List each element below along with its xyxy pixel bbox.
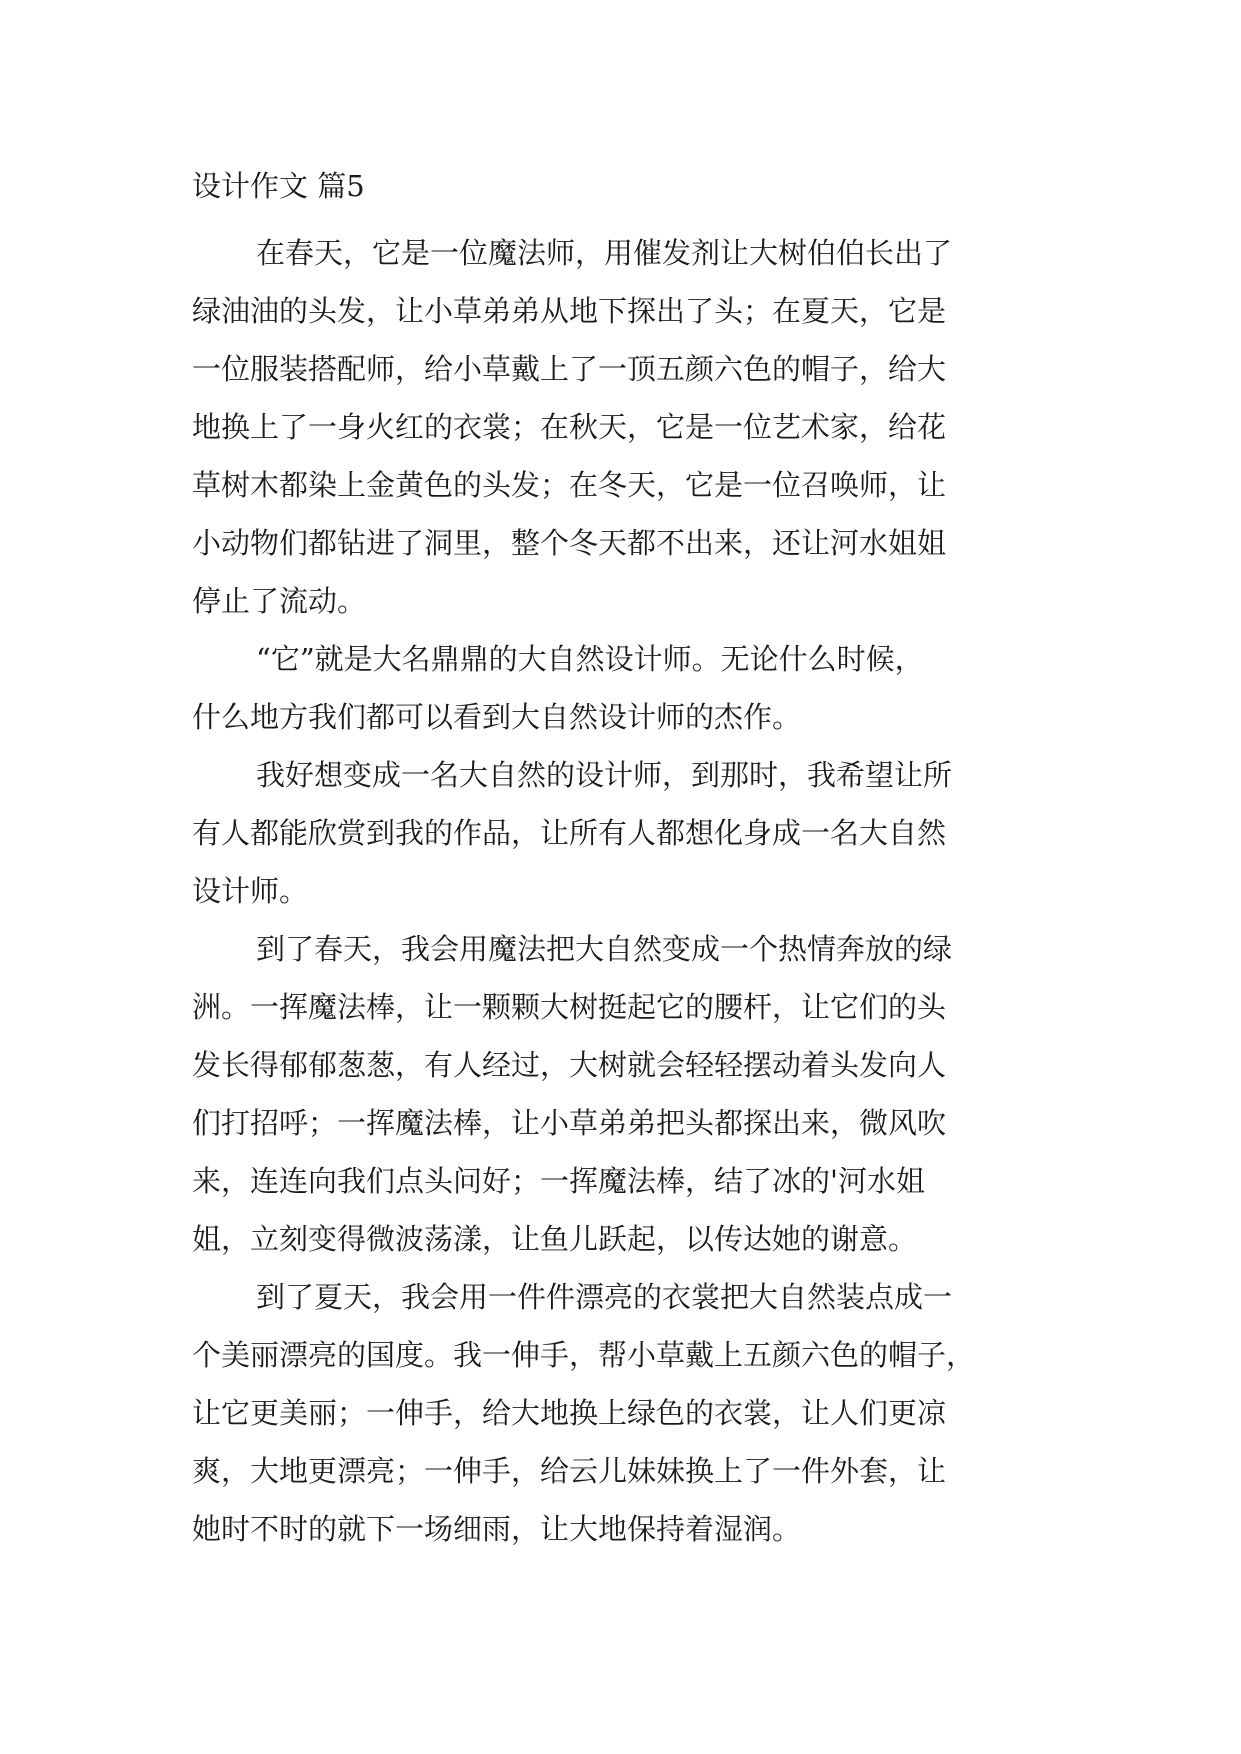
- text-line: 绿油油的头发，让小草弟弟从地下探出了头；在夏天，它是: [192, 294, 947, 328]
- text-line: 洲。一挥魔法棒，让一颗颗大树挺起它的腰杆，让它们的头: [192, 990, 947, 1024]
- text-line: 到了夏天，我会用一件件漂亮的衣裳把大自然装点成一: [256, 1280, 953, 1314]
- text-line: 姐，立刻变得微波荡漾，让鱼儿跃起，以传达她的谢意。: [192, 1222, 918, 1256]
- text-line: 个美丽漂亮的国度。我一伸手，帮小草戴上五颜六色的帽子，: [192, 1338, 976, 1372]
- paragraph: [192, 224, 1072, 630]
- document-body: [192, 166, 1072, 1558]
- text-line: “它”就是大名鼎鼎的大自然设计师。无论什么时候，: [256, 642, 924, 676]
- text-line: 一位服装搭配师，给小草戴上了一顶五颜六色的帽子，给大: [192, 352, 947, 386]
- paragraph: [192, 630, 1072, 746]
- text-line: 小动物们都钻进了洞里，整个冬天都不出来，还让河水姐姐: [192, 526, 947, 560]
- text-line: 草树木都染上金黄色的头发；在冬天，它是一位召唤师，让: [192, 468, 947, 502]
- text-line: 她时不时的就下一场细雨，让大地保持着湿润。: [192, 1512, 802, 1546]
- text-line: 停止了流动。: [192, 584, 367, 618]
- text-line: 到了春天，我会用魔法把大自然变成一个热情奔放的绿: [256, 932, 953, 966]
- text-line: 们打招呼；一挥魔法棒，让小草弟弟把头都探出来，微风吹: [192, 1106, 947, 1140]
- text-line: 发长得郁郁葱葱，有人经过，大树就会轻轻摆动着头发向人: [192, 1048, 947, 1082]
- document-title: 设计作文 篇5: [192, 169, 365, 203]
- paragraph: [192, 746, 1072, 920]
- paragraph: [192, 1268, 1072, 1558]
- text-line: 什么地方我们都可以看到大自然设计师的杰作。: [192, 700, 802, 734]
- text-line: 设计师。: [192, 874, 309, 908]
- text-line: 爽，大地更漂亮；一伸手，给云儿妹妹换上了一件外套，让: [192, 1454, 947, 1488]
- text-line: 我好想变成一名大自然的设计师，到那时，我希望让所: [256, 758, 953, 792]
- text-line: 来，连连向我们点头问好；一挥魔法棒，结了冰的'河水姐: [192, 1164, 925, 1198]
- text-line: 有人都能欣赏到我的作品，让所有人都想化身成一名大自然: [192, 816, 947, 850]
- text-line: 让它更美丽；一伸手，给大地换上绿色的衣裳，让人们更凉: [192, 1396, 947, 1430]
- text-line: 在春天，它是一位魔法师，用催发剂让大树伯伯长出了: [256, 236, 953, 270]
- paragraph: [192, 920, 1072, 1268]
- text-line: 地换上了一身火红的衣裳；在秋天，它是一位艺术家，给花: [192, 410, 947, 444]
